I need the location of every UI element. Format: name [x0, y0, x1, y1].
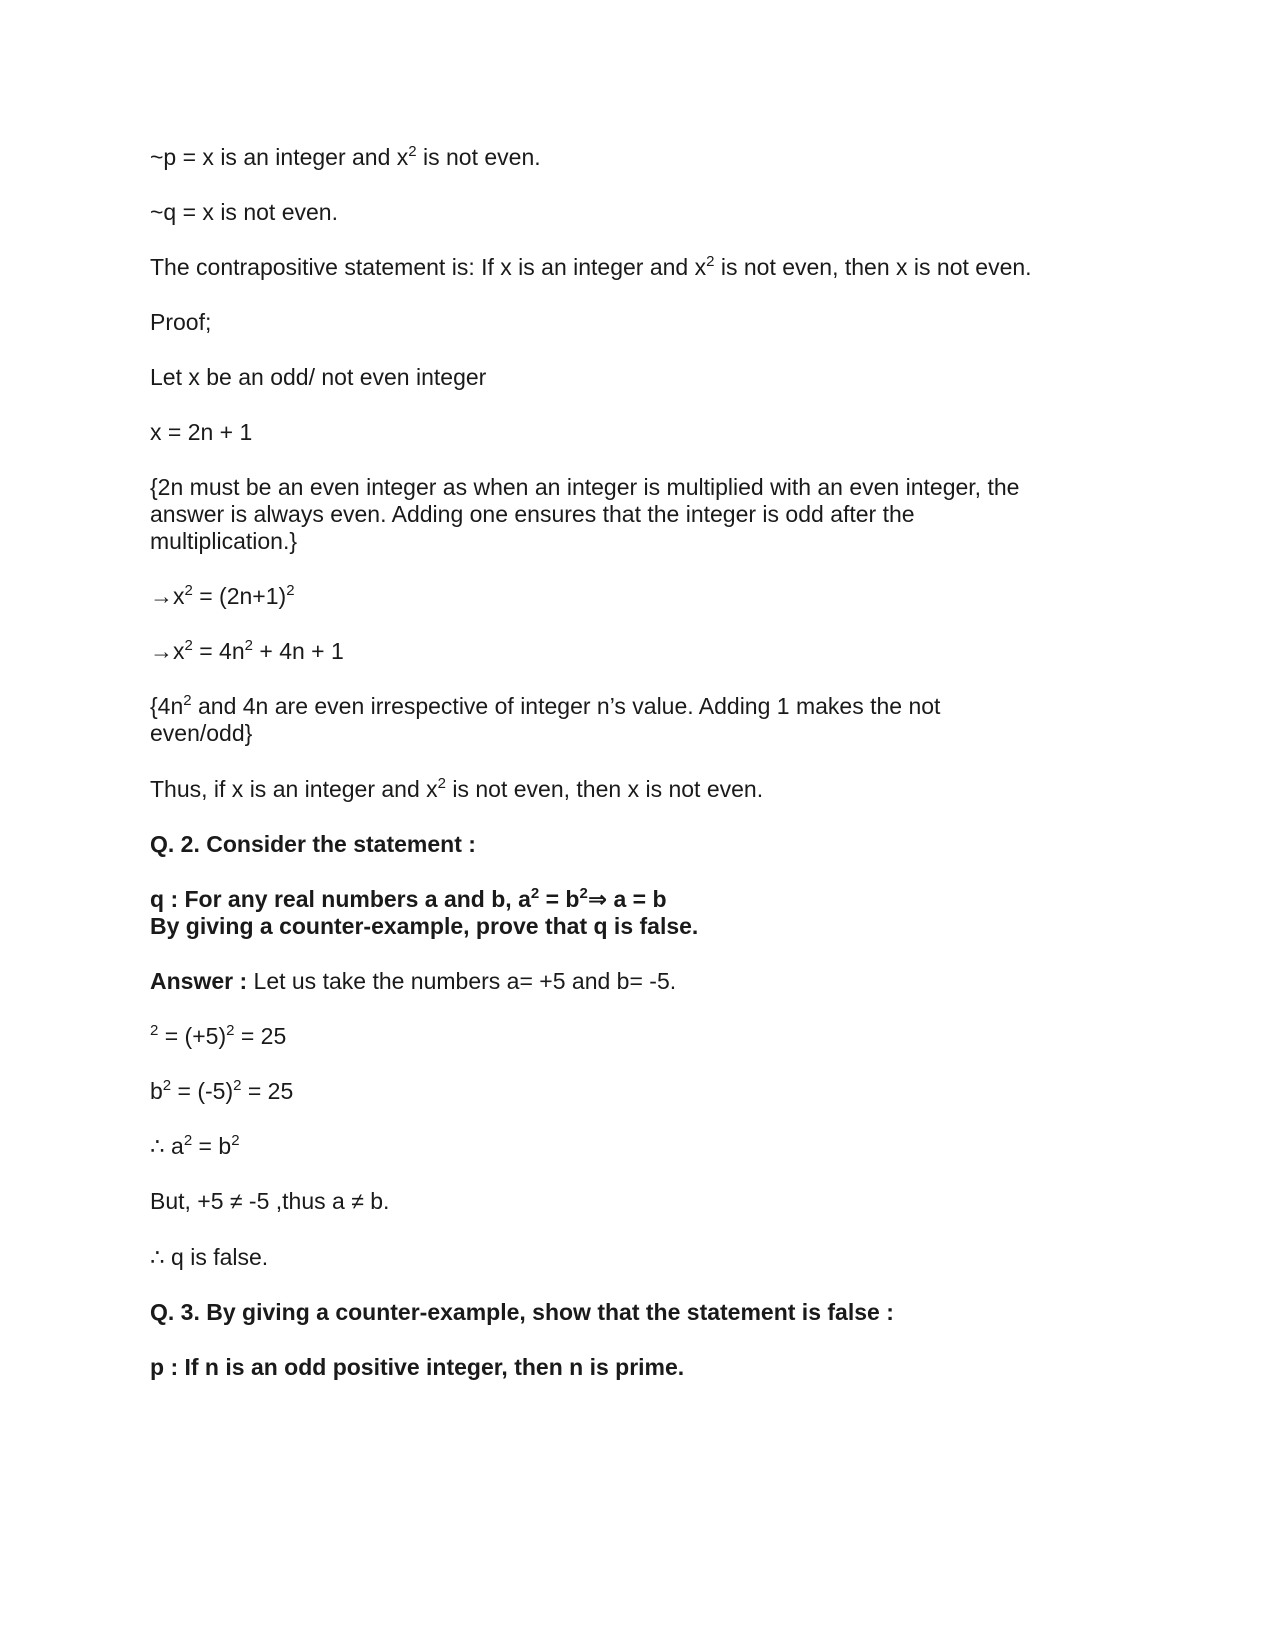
note-1-line-1: {2n must be an even integer as when an integer is multiplied with an even integer, the [150, 474, 1020, 500]
note-1-line-2: answer is always even. Adding one ensures that the integer is odd after the [150, 501, 915, 527]
not-q-line: ~q = x is not even. [150, 199, 338, 225]
proof-label: Proof; [150, 309, 212, 335]
note-2-line-1: {$4n^2$ and 4n are even irrespective of integer n’s value. Adding 1 makes the not [150, 692, 941, 719]
question-2-task: By giving a counter-example, prove that q is false. [150, 913, 699, 939]
let-x-line: Let x be an odd/ not even integer [150, 364, 487, 390]
q-false-line: ∴ q is false. [150, 1244, 269, 1270]
note-2-line-2: even/odd} [150, 720, 253, 746]
therefore-equal-line: ∴ $a^2 = b^2$ [150, 1132, 240, 1159]
step-1-equation: $\to x^2 = (2n+1)^2$ [150, 582, 295, 609]
answer-label: Answer : [150, 968, 248, 994]
note-1-line-3: multiplication.} [150, 528, 298, 554]
conclusion-line: Thus, if x is an integer and $x^2$ is not even, then x is not even. [150, 775, 764, 802]
step-2-equation: $\to x^2 = 4n^2 + 4n + 1$ [150, 637, 344, 664]
contrapositive-line: The contrapositive statement is: If x is an integer and $x^2$ is not even, then x is not even. [150, 253, 1032, 280]
x-equation: x = 2n + 1 [150, 419, 253, 445]
not-p-line: ~p = x is an integer and $x^2$ is not even. [150, 143, 541, 170]
answer-line: Answer : Let us take the numbers a= +5 and b= -5. [150, 968, 677, 994]
question-2-title: Q. 2. Consider the statement : [150, 831, 476, 857]
b-squared-line: $b^2 = (-5)^2 = 25$ [150, 1077, 294, 1104]
a-squared-line: $^2 = (+5)^2 = 25$ [150, 1022, 287, 1049]
question-3-statement: p : If n is an odd positive integer, then n is prime. [150, 1354, 685, 1380]
question-2-statement: q : For any real numbers a and b, $a^2$ = $b^2\Rightarrow$ a = b [150, 885, 667, 912]
but-line: But, +5 ≠ -5 ,thus a ≠ b. [150, 1188, 390, 1214]
question-3-title: Q. 3. By giving a counter-example, show that the statement is false : [150, 1299, 894, 1325]
